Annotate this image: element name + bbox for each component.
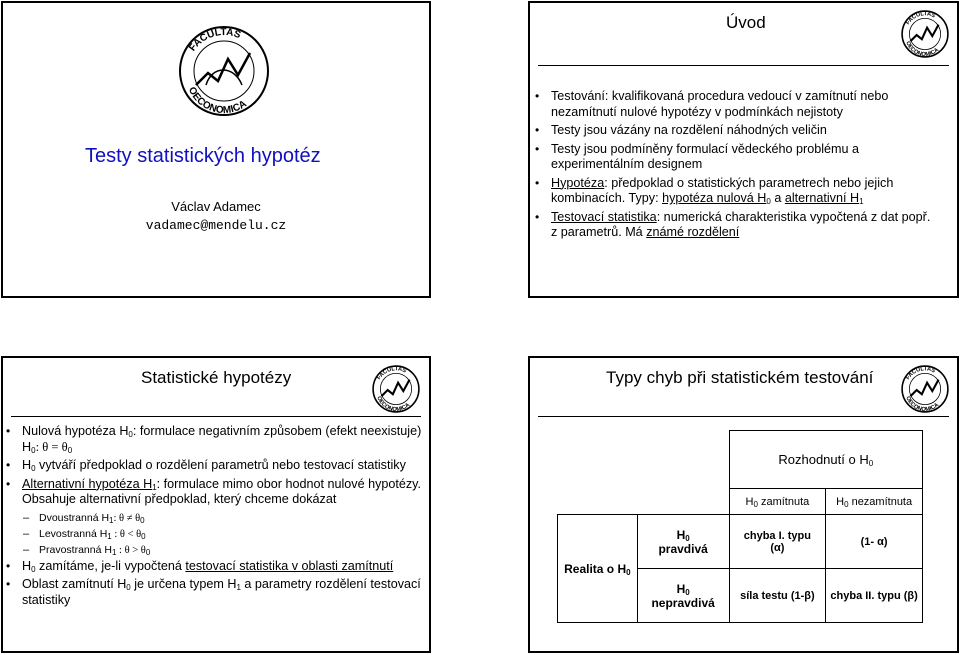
logo-text-top: FACULTAS: [905, 366, 936, 382]
bullet-text: Pravostranná H: [39, 543, 112, 556]
subscript: 0: [31, 564, 36, 574]
formula: : θ > θ: [116, 544, 146, 556]
faculty-logo-small: [900, 9, 950, 59]
bullet-item: [532, 123, 932, 139]
subscript: 0: [31, 445, 36, 455]
cell-text: H: [745, 495, 754, 508]
subscript: 1: [236, 583, 241, 592]
bullet-text: Testy jsou vázány na rozdělení náhodných veličin: [551, 123, 827, 137]
logo-text-top: FACULTAS: [187, 26, 243, 54]
subscript: 1: [107, 531, 112, 541]
bullet-text: a parametry rozdělení testovací statistiky: [22, 577, 421, 607]
formula: : θ < θ: [111, 528, 142, 540]
subscript: 0: [145, 547, 151, 557]
term-alt-hypothesis: alternativní H: [784, 191, 860, 205]
row-header-false: [637, 569, 729, 623]
cell-text: (α): [770, 541, 785, 554]
term-hypothesis: Hypotéza: [551, 175, 605, 190]
cell-text: Realita o H: [564, 561, 627, 576]
cell-type1-error: [729, 515, 826, 569]
table-row: [558, 489, 923, 515]
slide-heading: Úvod: [726, 13, 766, 32]
decision-header: [729, 431, 922, 489]
sub-bullet-right-sided: [3, 543, 423, 558]
bullet-text: : předpoklad o statistických parametrech nebo jejich kombinacích. Typy:: [551, 175, 894, 205]
null-hypothesis-formula: : θ = θ: [35, 439, 68, 454]
bullet-text: Dvoustranná H: [39, 511, 110, 524]
author-email[interactable]: vadamec@mendelu.cz: [145, 218, 287, 233]
table-cell-empty: [558, 431, 730, 489]
subscript: 0: [753, 499, 758, 509]
table-row: [558, 431, 923, 489]
bullet-item: [532, 210, 932, 241]
formula: : θ ≠ θ: [113, 512, 141, 524]
intro-bullets: [532, 89, 932, 244]
bullet-text: Oblast zamítnutí H: [22, 577, 127, 591]
col-header-rejected: [729, 489, 826, 515]
bullet-text: vytváří předpoklad o rozdělení parametrů nebo testovací statistiky: [35, 458, 406, 472]
bullet-text: zamítáme, je-li vypočtená: [35, 558, 186, 573]
heading-rule: [538, 416, 949, 417]
cell-confidence: [826, 515, 923, 569]
subscript: 0: [766, 197, 771, 206]
slide-title-text: Testy statistických hypotéz: [85, 145, 321, 167]
subscript: 0: [868, 459, 874, 468]
bullet-text: je určena typem H: [130, 577, 237, 591]
slide-heading: Statistické hypotézy: [141, 368, 292, 387]
logo-text-bottom: OECONOMICA: [185, 85, 249, 117]
cell-text: nezamítnuta: [848, 495, 913, 508]
bullet-text: a: [770, 191, 785, 205]
reality-header: [558, 515, 638, 623]
subscript: 1: [859, 197, 864, 206]
cell-type2-error: [826, 569, 923, 623]
faculty-logo-small: [371, 364, 421, 414]
logo-text-bottom: OECONOMICA: [904, 40, 941, 58]
bullet-text: Testování: kvalifikovaná procedura vedoucí v zamítnutí nebo nezamítnutí nulové hypotézy v podmínkách nejistoty: [551, 89, 889, 119]
subscript: 1: [109, 515, 114, 525]
subscript: 0: [626, 567, 631, 577]
cell-text: síla testu (1-β): [740, 589, 815, 602]
cell-text: Rozhodnutí o H: [778, 452, 869, 467]
subscript: 0: [141, 531, 146, 541]
table-row: [558, 515, 923, 569]
subscript: 0: [126, 583, 131, 592]
logo-text-top: FACULTAS: [376, 366, 407, 382]
hypotheses-bullets: [3, 424, 423, 611]
term-test-statistic: Testovací statistika: [551, 209, 657, 224]
term-alt-hypothesis: Alternativní hypotéza H: [22, 476, 153, 491]
sub-bullet-left-sided: [3, 527, 423, 542]
bullet-text: Nulová hypotéza H: [22, 424, 129, 438]
sub-bullet-two-sided: [3, 511, 423, 526]
term-null-hypothesis: hypotéza nulová H: [662, 191, 767, 205]
faculty-logo-small: [900, 364, 950, 414]
author-name: Václav Adamec: [171, 199, 261, 214]
slide-heading: Typy chyb při statistickém testování: [606, 368, 874, 387]
bullet-item: [3, 577, 423, 608]
subscript: 0: [844, 499, 849, 509]
term-known-distribution: známé rozdělení: [646, 225, 740, 239]
cell-text: H: [676, 527, 686, 542]
subscript: 0: [140, 515, 145, 525]
bullet-text: Levostranná H: [39, 527, 108, 540]
svg-text:FACULTAS: [187, 27, 242, 54]
bullet-item: [3, 424, 423, 455]
cell-text: nepravdivá: [651, 595, 715, 610]
term-rejection-region: testovací statistika v oblasti zamítnutí: [185, 558, 394, 573]
heading-rule: [11, 416, 421, 417]
cell-text: (1- α): [860, 535, 888, 548]
bullet-item: [3, 458, 423, 474]
cell-text: pravdivá: [658, 541, 708, 556]
subscript: 1: [152, 482, 157, 492]
faculty-logo: [176, 23, 272, 119]
bullet-text: Testy jsou podmíněny formulací vědeckého problému a experimentálním designem: [551, 141, 860, 171]
col-header-not-rejected: [826, 489, 923, 515]
bullet-text: H: [22, 458, 32, 472]
bullet-item: [3, 559, 423, 575]
error-types-table: [557, 430, 923, 623]
subscript: 0: [67, 445, 73, 455]
bullet-text: : formulace negativním způsobem (efekt neexistuje) H: [22, 424, 422, 454]
slide-intro: [528, 1, 959, 298]
slide-title: [1, 1, 431, 298]
bullet-item: [532, 89, 932, 120]
cell-text: H: [836, 495, 845, 508]
bullet-item: [532, 176, 932, 207]
bullet-text: : formulace mimo obor hodnot nulové hypotézy. Obsahuje alternativní předpoklad, který chceme dokázat: [22, 476, 422, 506]
subscript: 0: [685, 587, 690, 597]
subscript: 1: [111, 547, 117, 557]
cell-power: [729, 569, 826, 623]
heading-rule: [538, 65, 949, 66]
cell-text: chyba II. typu (β): [830, 589, 918, 602]
subscript: 0: [685, 533, 690, 543]
logo-text-top: FACULTAS: [905, 11, 936, 27]
bullet-item: [3, 477, 423, 508]
bullet-text: : numerická charakteristika vypočtená z dat popř. z parametrů. Má: [551, 209, 931, 239]
logo-text-bottom: OECONOMICA: [375, 395, 412, 413]
bullet-text: H: [22, 558, 32, 573]
slide-error-types: [528, 356, 959, 653]
cell-text: H: [676, 581, 686, 596]
slide-hypotheses: [1, 356, 431, 653]
svg-text:OECONOMICA: [186, 85, 249, 116]
subscript: 0: [128, 430, 133, 439]
logo-text-bottom: OECONOMICA: [904, 395, 941, 413]
table-cell-empty: [558, 489, 730, 515]
cell-text: zamítnuta: [757, 495, 810, 508]
subscript: 0: [31, 464, 36, 473]
row-header-true: [637, 515, 729, 569]
bullet-item: [532, 142, 932, 173]
cell-text: chyba I. typu: [743, 529, 811, 542]
